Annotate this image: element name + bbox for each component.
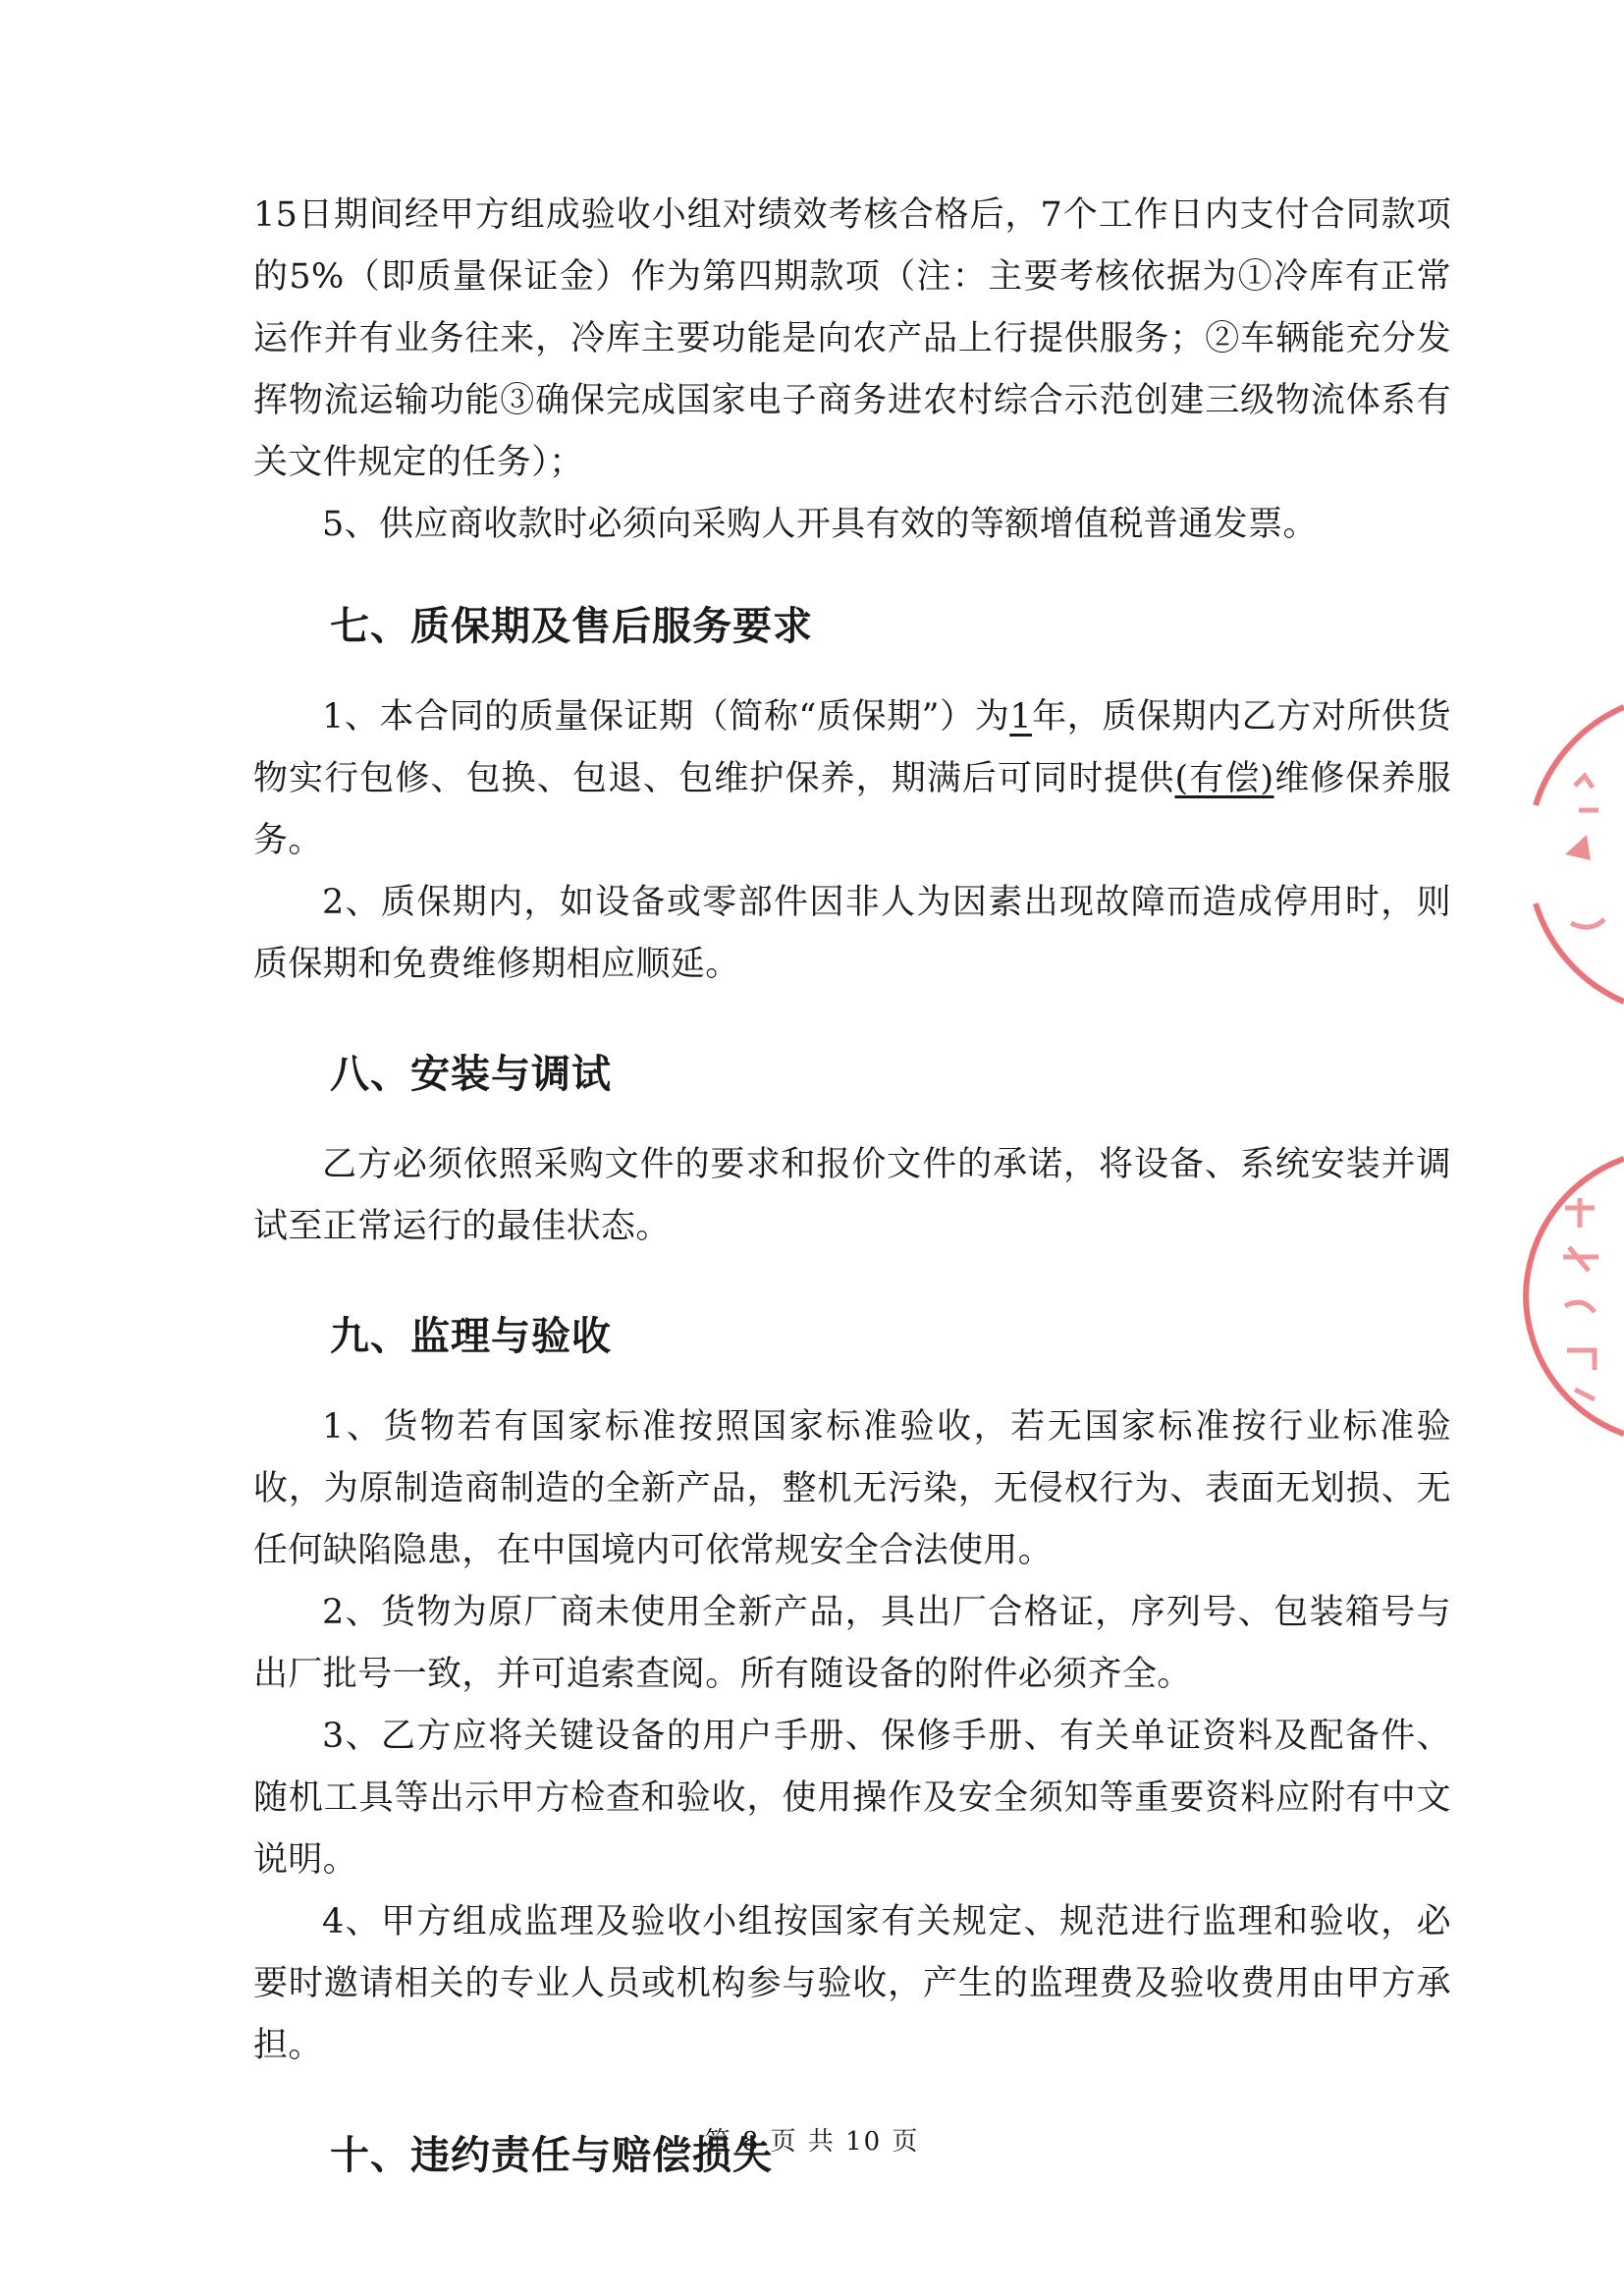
paragraph-acceptance-3: 3、乙方应将关键设备的用户手册、保修手册、有关单证资料及配备件、随机工具等出示甲方检查和验收，使用操作及安全须知等重要资料应附有中文说明。 xyxy=(253,1717,1451,1880)
paragraph-acceptance-1: 1、货物若有国家标准按照国家标准验收，若无国家标准按行业标准验收，为原制造商制造的全新产品，整机无污染，无侵权行为、表面无划损、无任何缺陷隐患，在中国境内可依常规安全合法使用。 xyxy=(253,1407,1451,1570)
paragraph-warranty-period: 1、本合同的质量保证期（简称“质保期”）为1年，质保期内乙方对所供货物实行包修、包换、包退、包维护保养，期满后可同时提供(有偿)维修保养服务。 xyxy=(253,697,1451,860)
paragraph-invoice: 5、供应商收款时必须向采购人开具有效的等额增值税普通发票。 xyxy=(322,505,1318,544)
section-8-heading: 八、安装与调试 xyxy=(330,1052,612,1097)
company-seal-top-icon xyxy=(1496,687,1624,1021)
paragraph-warranty-extension: 2、质保期内，如设备或零部件因非人为因素出现故障而造成停用时，则质保期和免费维修期相应顺延。 xyxy=(253,883,1451,984)
warranty-years: 1 xyxy=(1009,697,1032,737)
company-seal-bottom-icon xyxy=(1496,1149,1624,1444)
page-number: 第 8 页 共 10 页 xyxy=(704,2127,920,2157)
document-body xyxy=(253,185,1451,2180)
paid-service-mark: (有偿) xyxy=(1174,759,1274,798)
paragraph-payment-phase4: 15日期间经甲方组成验收小组对绩效考核合格后，7个工作日内支付合同款项的5%（即质量保证金）作为第四期款项（注：主要考核依据为①冷库有正常运作并有业务往来，冷库主要功能是向农产品上行提供服务；②车辆能充分发挥物流运输功能③确保完成国家电子商务进农村综合示范创建三级物流体系有关文件规定的任务）； xyxy=(253,195,1451,482)
paragraph-acceptance-2: 2、货物为原厂商未使用全新产品，具出厂合格证，序列号、包装箱号与出厂批号一致，并可追索查阅。所有随设备的附件必须齐全。 xyxy=(253,1593,1451,1694)
paragraph-installation: 乙方必须依照采购文件的要求和报价文件的承诺，将设备、系统安装并调试至正常运行的最佳状态。 xyxy=(253,1145,1451,1246)
section-10-heading: 十、违约责任与赔偿损失 xyxy=(330,2133,773,2178)
section-9-heading: 九、监理与验收 xyxy=(330,1314,612,1359)
section-7-heading: 七、质保期及售后服务要求 xyxy=(330,604,813,649)
paragraph-acceptance-4: 4、甲方组成监理及验收小组按国家有关规定、规范进行监理和验收，必要时邀请相关的专业人员或机构参与验收，产生的监理费及验收费用由甲方承担。 xyxy=(253,1902,1451,2065)
